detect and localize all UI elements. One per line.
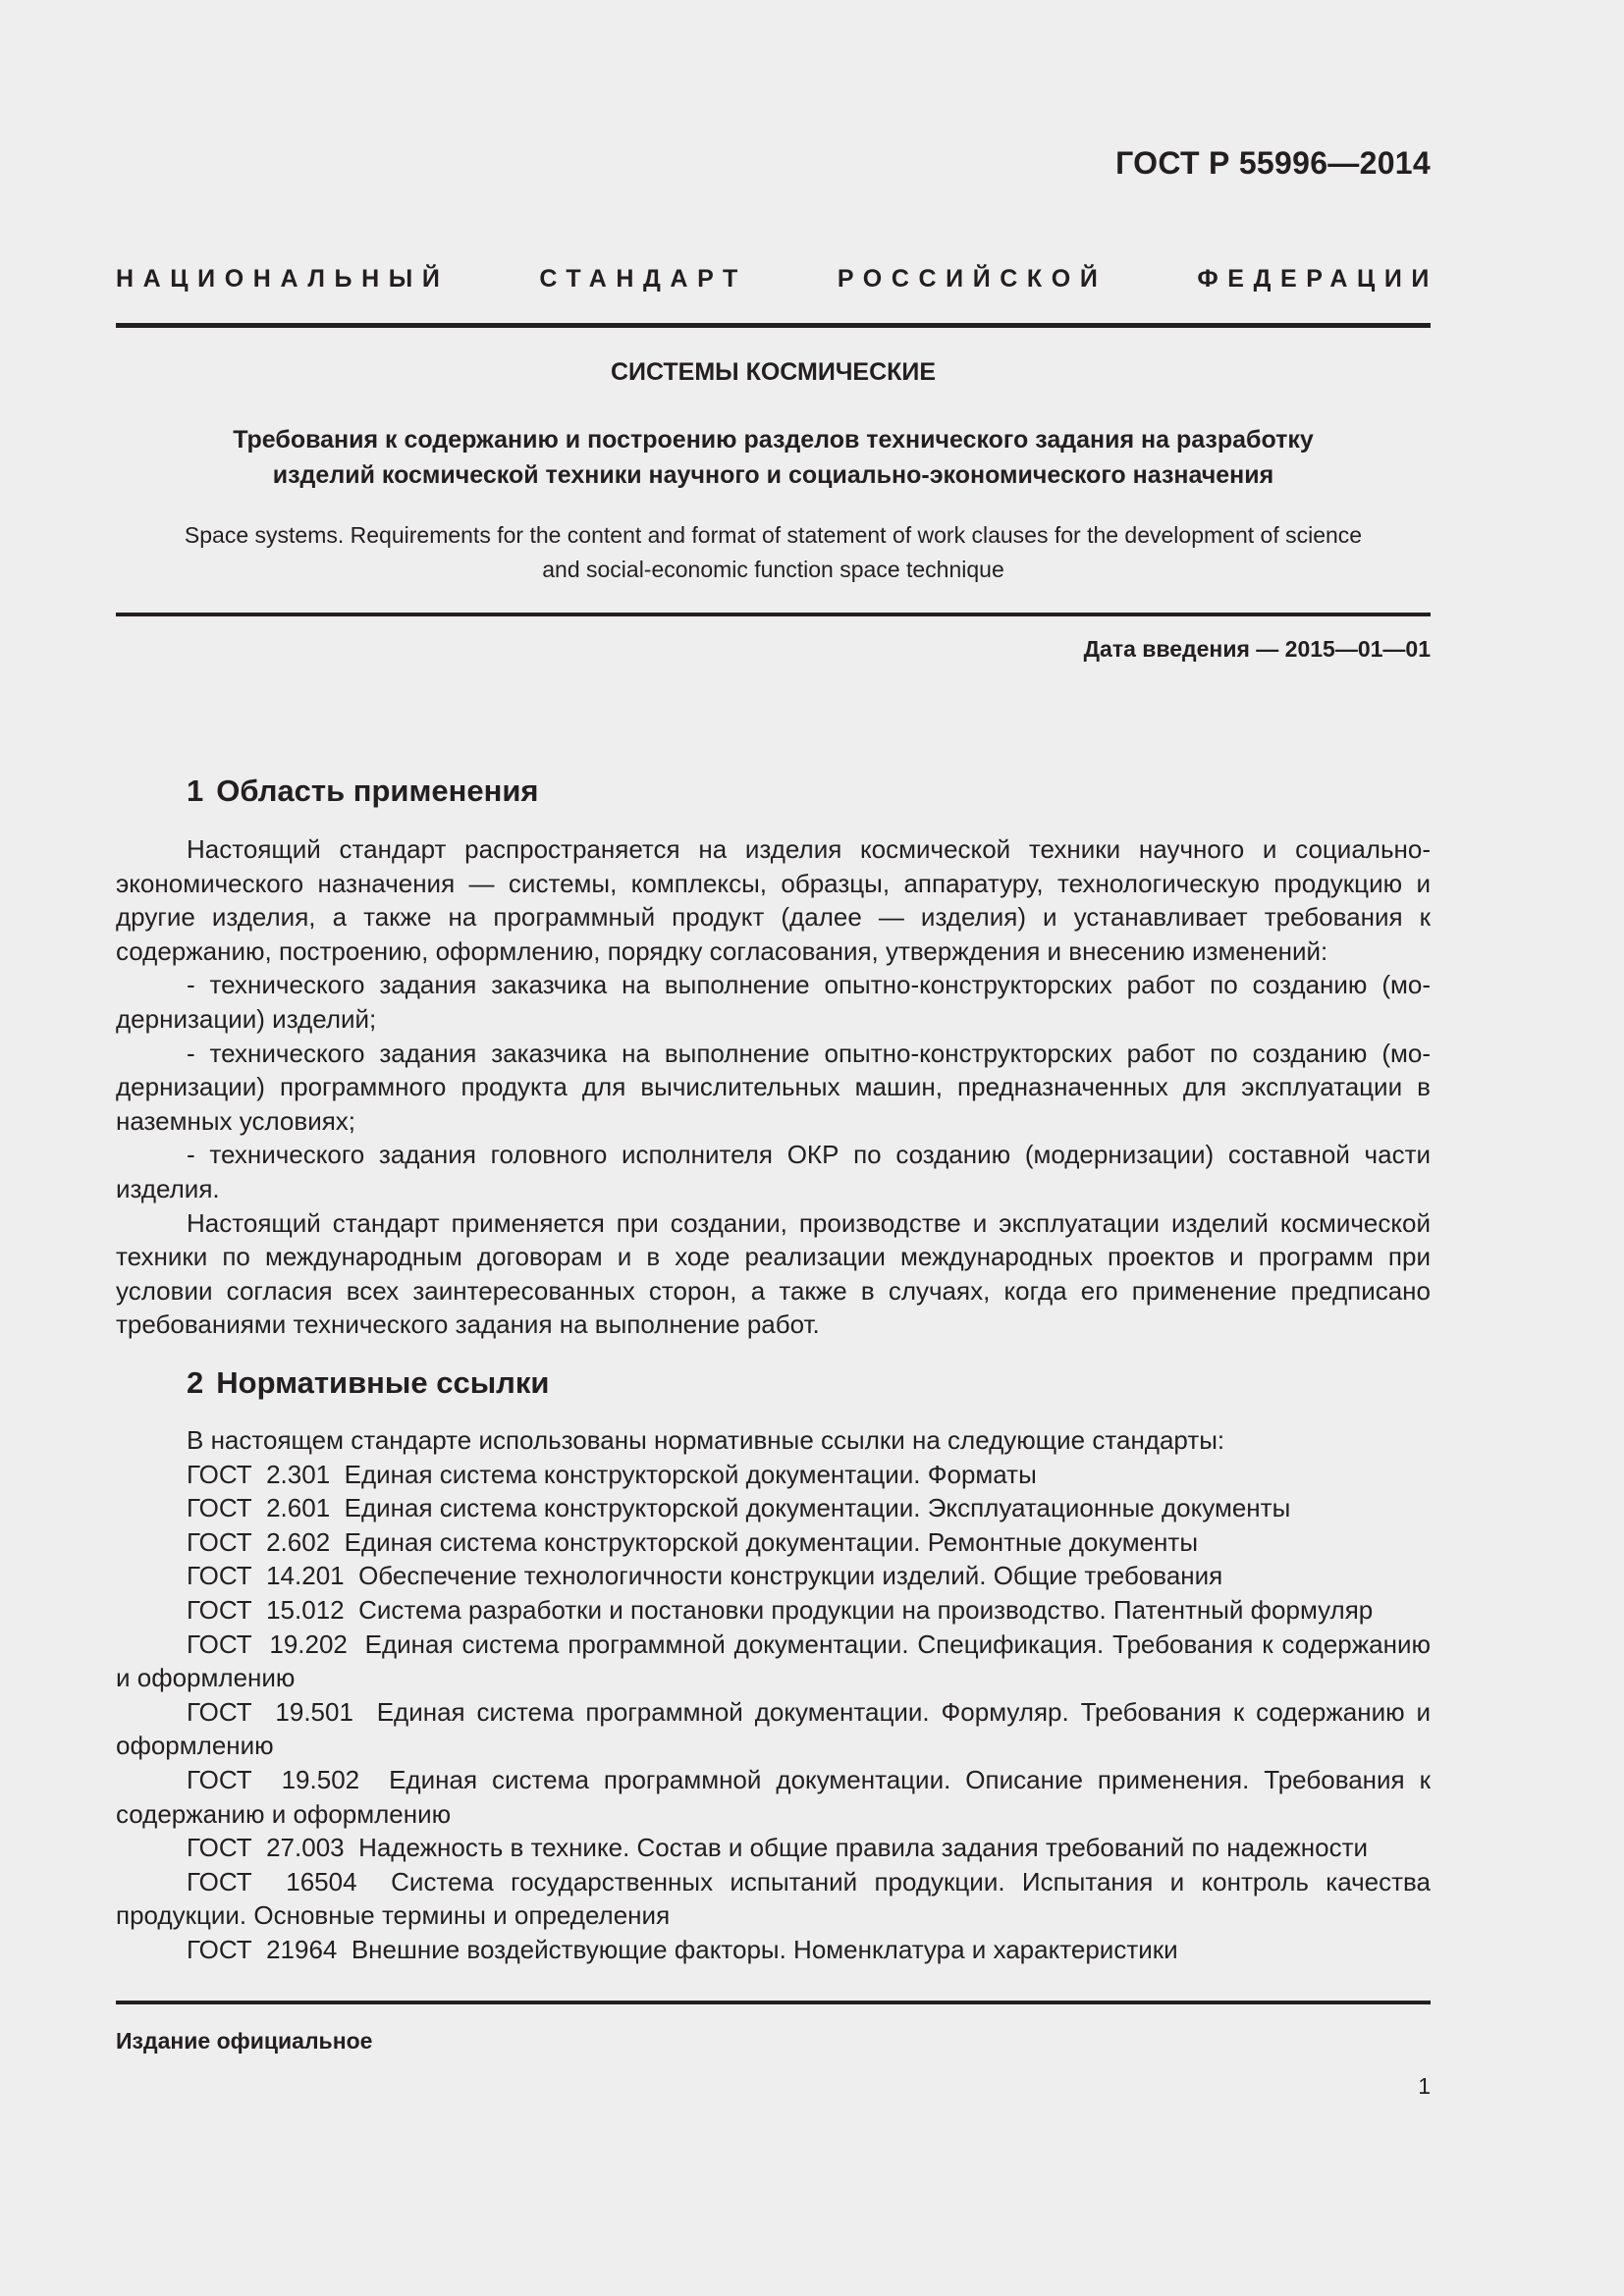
- reference-code: ГОСТ 19.502: [187, 1764, 360, 1794]
- header-rule: [116, 323, 1431, 328]
- page-number: 1: [1418, 2073, 1431, 2099]
- introduction-date: Дата введения — 2015—01—01: [1083, 636, 1431, 662]
- reference-title: Единая система программной документации. Формуляр. Требования к содержанию и оформлению: [116, 1696, 1431, 1761]
- reference-code: ГОСТ 2.602: [187, 1526, 331, 1557]
- reference-item: [116, 1458, 1431, 1492]
- section-2-heading: [187, 1365, 549, 1401]
- section-number: 1: [187, 774, 204, 808]
- reference-item: [116, 1525, 1431, 1560]
- section-number: 2: [187, 1365, 204, 1400]
- reference-code: ГОСТ 2.601: [187, 1493, 331, 1523]
- official-edition-label: Издание официальное: [116, 2028, 373, 2054]
- reference-code: ГОСТ 27.003: [187, 1833, 345, 1863]
- reference-item: [116, 1695, 1431, 1763]
- reference-item: [116, 1865, 1431, 1933]
- reference-title: Надежность в технике. Состав и общие правила задания требований по надежности: [358, 1833, 1369, 1863]
- national-standard-title: НАЦИОНАЛЬНЫЙ СТАНДАРТ РОССИЙСКОЙ ФЕДЕРАЦИИ: [116, 265, 1438, 293]
- reference-title: Единая система конструкторской документации. Форматы: [344, 1459, 1037, 1489]
- standard-subtitle: [116, 422, 1431, 493]
- paragraph: Настоящий стандарт распространяется на изделия космической техники научного и социально-экономического назначения — системы, комплексы, образцы, аппаратуру, технологическую продукцию и другие изделия, а также на программный продукт (далее — изделия) и устанавливает требования к содержанию, построению, оформлению, порядку согласования, утверждения и внесению изменений:: [116, 834, 1431, 966]
- list-item: - технического задания заказчика на выполнение опытно-конструкторских работ по созданию (модернизации) программного продукта для вычислительных машин, предназначенных для эксплуатации в наземных условиях;: [116, 1038, 1431, 1136]
- reference-title: Система разработки и постановки продукции на производство. Патентный формуляр: [358, 1594, 1374, 1625]
- paragraph: Настоящий стандарт применяется при создании, производстве и эксплуатации изделий космической техники по международным договорам и в ходе реализации международных проектов и программ при условии согласия всех заинтересованных сторон, а также в случаях, когда его применение предписано требованиями технического задания на выполнение работ.: [116, 1207, 1431, 1340]
- document-code: ГОСТ Р 55996—2014: [1115, 145, 1431, 181]
- section-2-body: [116, 1423, 1431, 1967]
- subtitle-line: Требования к содержанию и построению разделов технического задания на разработку: [233, 426, 1314, 454]
- english-title: [116, 518, 1431, 587]
- reference-code: ГОСТ 19.202: [187, 1629, 348, 1659]
- reference-title: Система государственных испытаний продукции. Испытания и контроль качества продукции. Основные термины и определения: [116, 1866, 1431, 1931]
- reference-title: Единая система конструкторской документации. Ремонтные документы: [344, 1526, 1199, 1557]
- reference-code: ГОСТ 2.301: [187, 1459, 331, 1489]
- document-page: [116, 0, 1438, 2296]
- reference-title: Единая система конструкторской документации. Эксплуатационные документы: [344, 1493, 1291, 1523]
- paragraph: В настоящем стандарте использованы нормативные ссылки на следующие стандарты:: [187, 1425, 1225, 1455]
- footer-rule: [116, 2001, 1431, 2004]
- list-item: - технического задания заказчика на выполнение опытно-конструкторских работ по созданию (модернизации) изделий;: [116, 970, 1431, 1034]
- reference-code: ГОСТ 21964: [187, 1934, 338, 1964]
- reference-title: Единая система программной документации. Описание применения. Требования к содержанию и оформлению: [116, 1764, 1431, 1829]
- section-title: Нормативные ссылки: [216, 1365, 550, 1400]
- subtitle-line: изделий космической техники научного и социально-экономического назначения: [272, 461, 1274, 489]
- reference-item: [116, 1763, 1431, 1831]
- english-title-line: Space systems. Requirements for the content and format of statement of work clauses for the development of science: [184, 522, 1363, 548]
- reference-code: ГОСТ 16504: [187, 1866, 357, 1896]
- reference-item: [116, 1933, 1431, 1967]
- english-title-line: and social-economic function space technique: [542, 557, 1004, 582]
- reference-item: [116, 1559, 1431, 1593]
- reference-item: [116, 1628, 1431, 1695]
- standard-main-title: СИСТЕМЫ КОСМИЧЕСКИЕ: [610, 358, 937, 386]
- section-1-heading: [187, 774, 539, 809]
- reference-title: Обеспечение технологичности конструкции изделий. Общие требования: [358, 1561, 1223, 1591]
- reference-code: ГОСТ 19.501: [187, 1696, 353, 1727]
- reference-title: Единая система программной документации. Спецификация. Требования к содержанию и оформлению: [116, 1629, 1432, 1693]
- reference-title: Внешние воздействующие факторы. Номенклатура и характеристики: [351, 1934, 1178, 1964]
- reference-code: ГОСТ 14.201: [187, 1561, 345, 1591]
- list-item: - технического задания головного исполнителя ОКР по созданию (модернизации) составной части изделия.: [116, 1140, 1431, 1203]
- reference-item: [116, 1831, 1431, 1865]
- section-title: Область применения: [216, 774, 539, 808]
- title-rule: [116, 613, 1431, 616]
- section-1-body: [116, 832, 1431, 1342]
- reference-item: [116, 1593, 1431, 1628]
- reference-code: ГОСТ 15.012: [187, 1594, 345, 1625]
- reference-item: [116, 1491, 1431, 1525]
- reference-list: [116, 1458, 1431, 1967]
